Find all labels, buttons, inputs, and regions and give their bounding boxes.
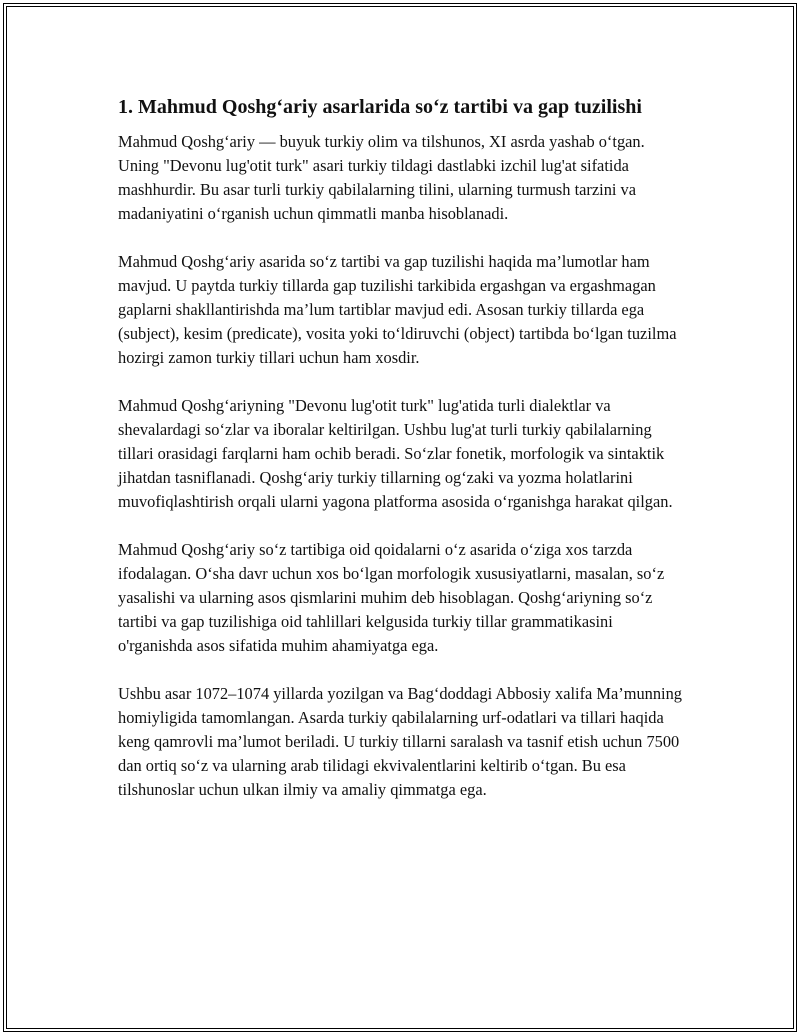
paragraph-3: Mahmud Qoshg‘ariyning "Devonu lug'otit turk" lug'atida turli dialektlar va shevalardagi so‘zlar va iboralar keltirilgan. Ushbu lug'at turli turkiy qabilalarning tillari orasidagi farqlarni ham ochib beradi. So‘zlar fonetik, morfologik va sintaktik jihatdan tasniflanadi. Qoshg‘ariy turkiy tillarning og‘zaki va yozma holatlarini muvofiqlashtirish orqali ularni yagona platforma asosida o‘rganishga harakat qilgan. — [118, 396, 673, 511]
paragraph-5: Ushbu asar 1072–1074 yillarda yozilgan va Bag‘doddagi Abbosiy xalifa Ma’munning homiyligida tamomlangan. Asarda turkiy qabilalarning urf-odatlari va tillari haqida keng qamrovli ma’lumot beriladi. U turkiy tillarni saralash va tasnif etish uchun 7500 dan ortiq so‘z va ularning arab tilidagi ekvivalentlarini keltirib o‘tgan. Bu esa tilshunoslar uchun ulkan ilmiy va amaliy qimmatga ega. — [118, 684, 683, 799]
document-body — [118, 94, 683, 826]
paragraph-2: Mahmud Qoshg‘ariy asarida so‘z tartibi va gap tuzilishi haqida ma’lumotlar ham mavjud. U paytda turkiy tillarda gap tuzilishi tarkibida ergashgan va ergashmagan gaplarni shakllantirishda ma’lum tartiblar mavjud edi. Asosan turkiy tillarda ega (subject), kesim (predicate), vosita yoki to‘ldiruvchi (object) tartibda bo‘lgan tuzilma hozirgi zamon turkiy tillari uchun ham xosdir. — [118, 252, 677, 367]
section-heading: 1. Mahmud Qoshg‘ariy asarlarida so‘z tartibi va gap tuzilishi — [118, 96, 642, 118]
paragraph-1: Mahmud Qoshg‘ariy — buyuk turkiy olim va tilshunos, XI asrda yashab o‘tgan. Uning "Devonu lug'otit turk" asari turkiy tildagi dastlabki izchil lug'at sifatida mashhurdir. Bu asar turli turkiy qabilalarning tilini, ularning turmush tarzini va madaniyatini o‘rganish uchun qimmatli manba hisoblanadi. — [118, 132, 645, 223]
paragraph-4: Mahmud Qoshg‘ariy so‘z tartibiga oid qoidalarni o‘z asarida o‘ziga xos tarzda ifodalagan. O‘sha davr uchun xos bo‘lgan morfologik xususiyatlarni, masalan, so‘z yasalishi va ularning asos qismlarini muhim deb hisoblagan. Qoshg‘ariyning so‘z tartibi va gap tuzilishiga oid tahlillari kelgusida turkiy tillar grammatikasini o'rganishda asos sifatida muhim ahamiyatga ega. — [118, 540, 665, 655]
